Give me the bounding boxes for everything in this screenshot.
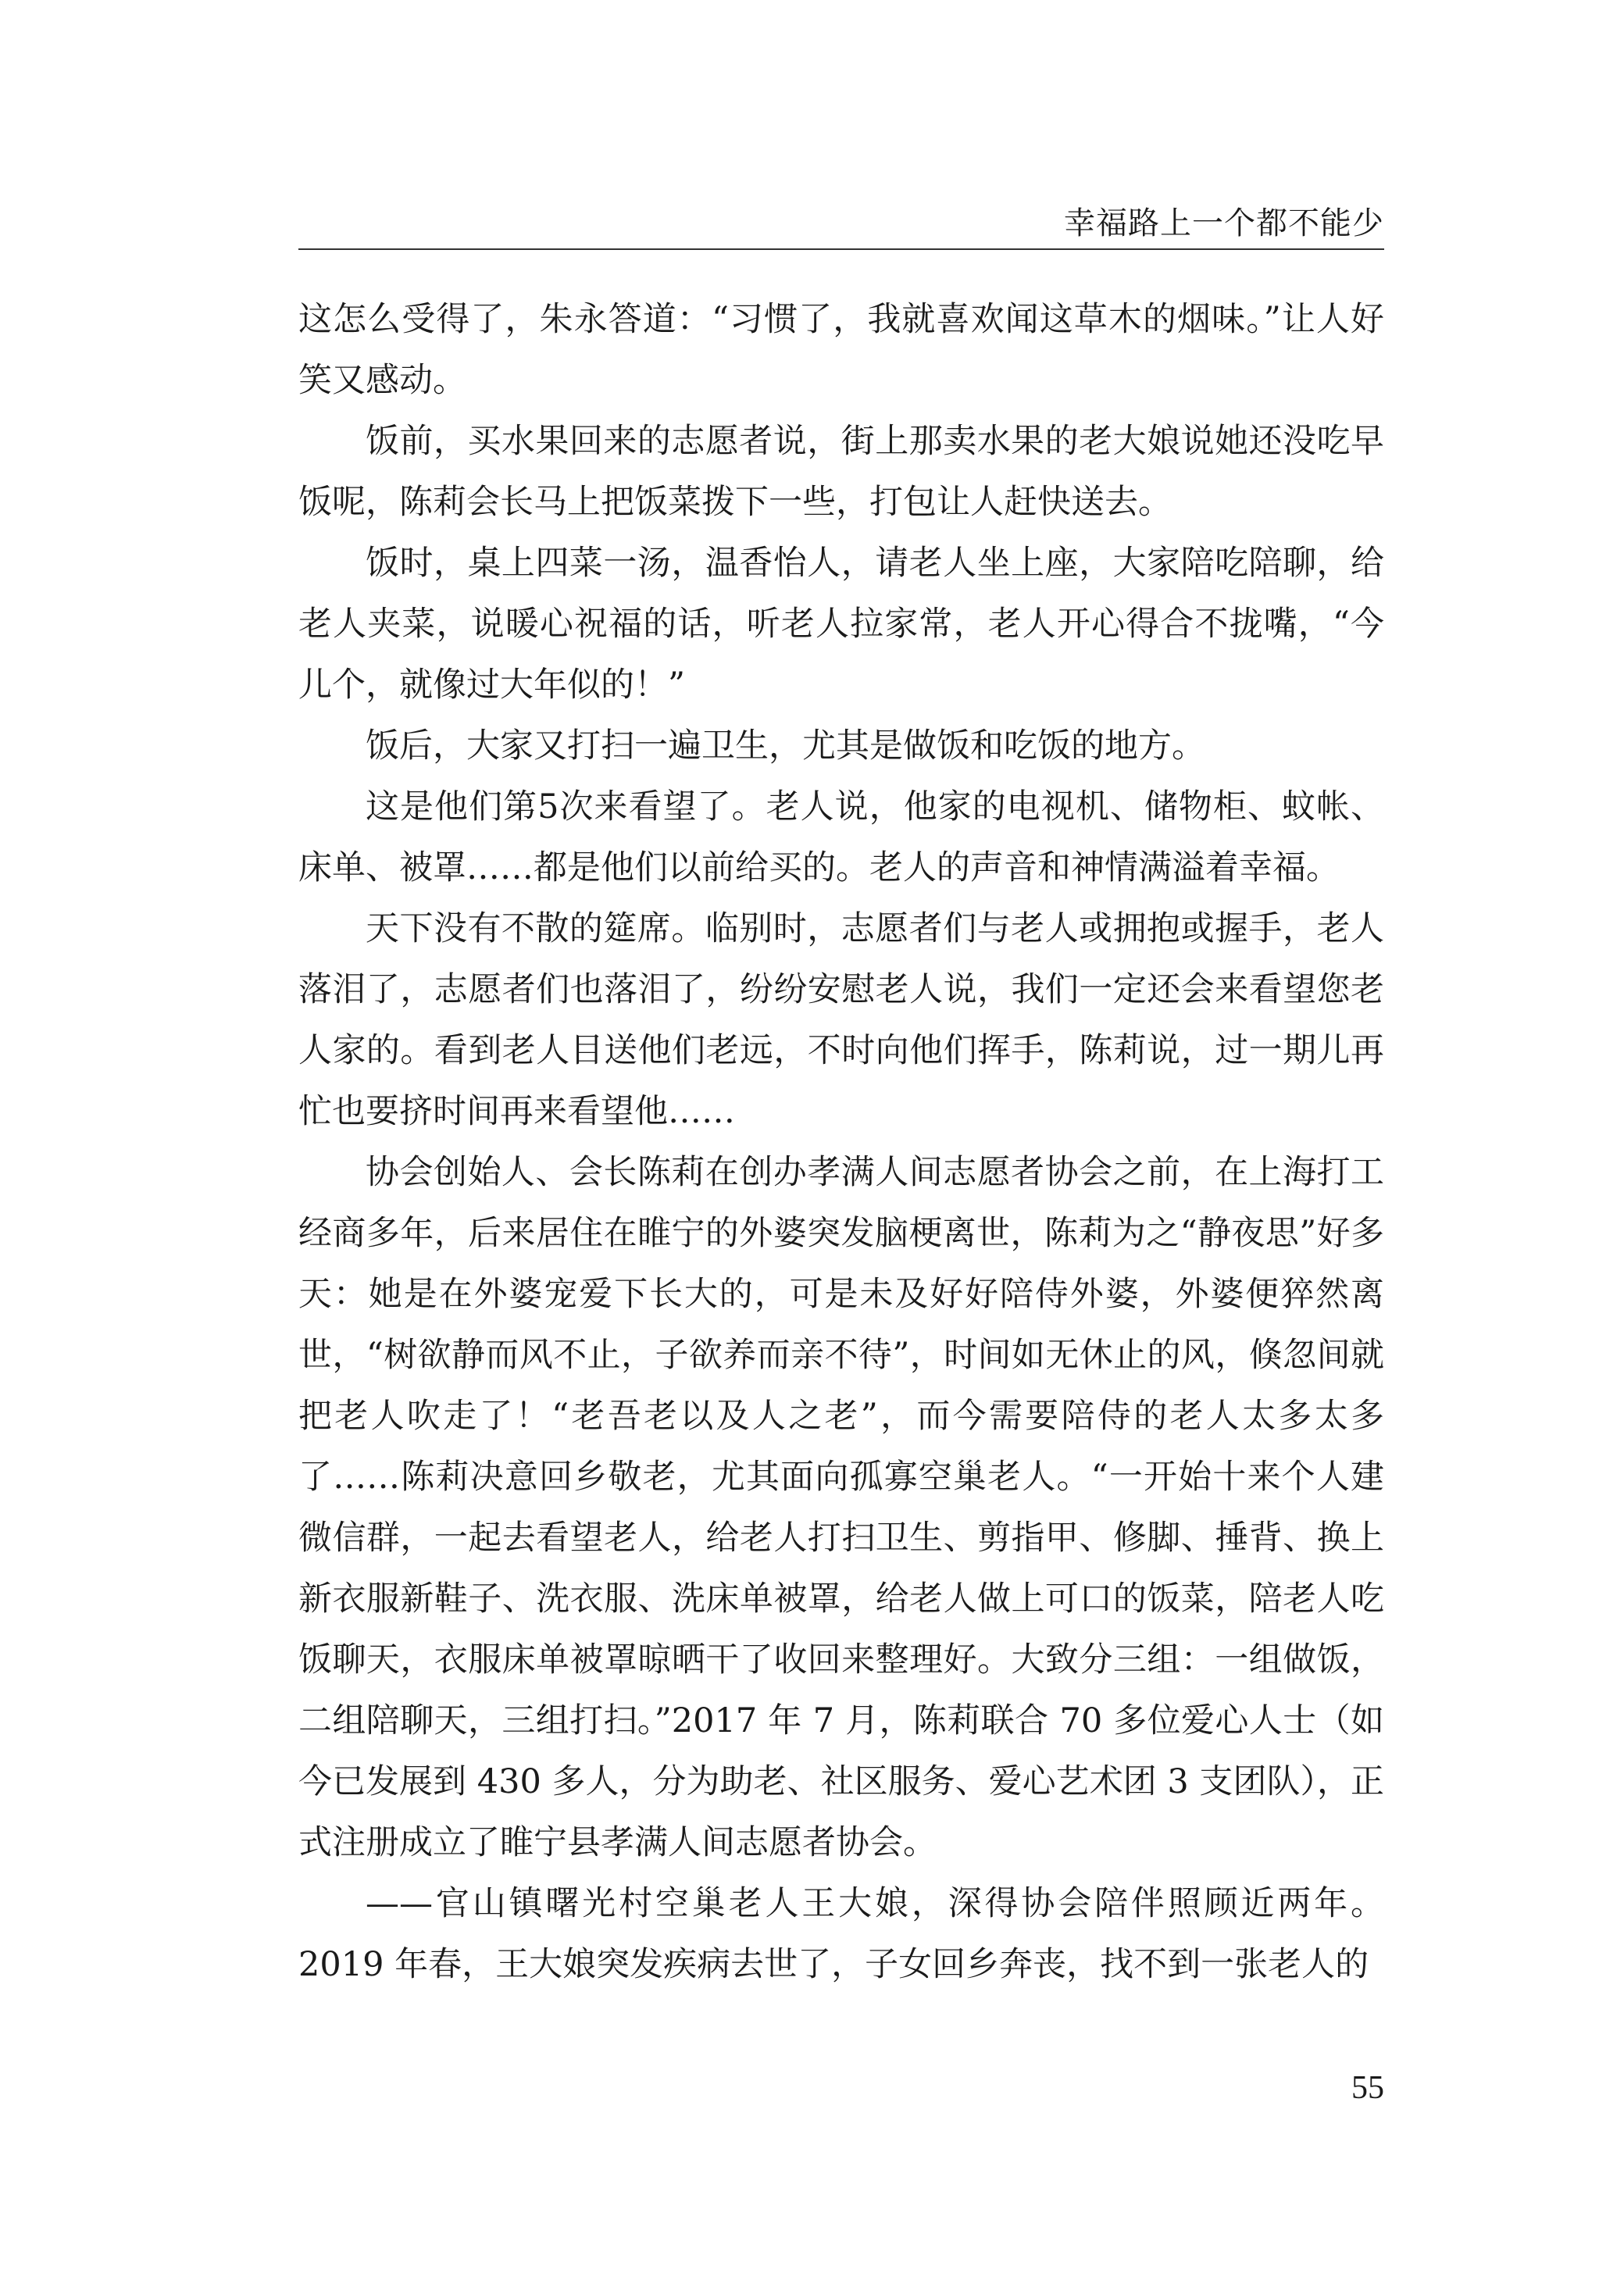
page-number: 55 xyxy=(1351,2070,1384,2106)
paragraph: ——官山镇曙光村空巢老人王大娘，深得协会陪伴照顾近两年。2019 年春，王大娘突发疾病去世了，子女回乡奔丧，找不到一张老人的 xyxy=(298,1884,1384,1984)
paragraph: 饭时，桌上四菜一汤，温香怡人，请老人坐上座，大家陪吃陪聊，给老人夹菜，说暖心祝福的话，听老人拉家常，老人开心得合不拢嘴，“今儿个，就像过大年似的！” xyxy=(298,544,1384,705)
header-rule xyxy=(298,248,1384,250)
paragraph: 天下没有不散的筵席。临别时，志愿者们与老人或拥抱或握手，老人落泪了，志愿者们也落泪了，纷纷安慰老人说，我们一定还会来看望您老人家的。看到老人目送他们老远，不时向他们挥手，陈莉说，过一期儿再忙也要挤时间再来看望他…… xyxy=(298,909,1384,1131)
paragraph: 这是他们第5次来看望了。老人说，他家的电视机、储物柜、蚊帐、床单、被罩……都是他们以前给买的。老人的声音和神情满溢着幸福。 xyxy=(298,787,1384,887)
paragraph: 饭后，大家又打扫一遍卫生，尤其是做饭和吃饭的地方。 xyxy=(366,726,1205,766)
body-text xyxy=(298,289,1384,1995)
paragraph: 饭前，买水果回来的志愿者说，街上那卖水果的老大娘说她还没吃早饭呢，陈莉会长马上把饭菜拨下一些，打包让人赶快送去。 xyxy=(298,422,1384,522)
running-head-title: 幸福路上一个都不能少 xyxy=(1064,205,1384,241)
paragraph: 协会创始人、会长陈莉在创办孝满人间志愿者协会之前，在上海打工经商多年，后来居住在睢宁的外婆突发脑梗离世，陈莉为之“静夜思”好多天：她是在外婆宠爱下长大的，可是未及好好陪侍外婆，外婆便猝然离世，“树欲静而风不止，子欲养而亲不待”，时间如无休止的风，倏忽间就把老人吹走了！“老吾老以及人之老”，而今需要陪侍的老人太多太多了……陈莉决意回乡敬老，尤其面向孤寡空巢老人。“一开始十来个人建微信群，一起去看望老人，给老人打扫卫生、剪指甲、修脚、捶背、换上新衣服新鞋子、洗衣服、洗床单被罩，给老人做上可口的饭菜，陪老人吃饭聊天，衣服床单被罩晾晒干了收回来整理好。大致分三组：一组做饭，二组陪聊天，三组打扫。”2017 年 7 月，陈莉联合 70 多位爱心人士（如今已发展到 430 多人，分为助老、社区服务、爱心艺术团 3 支团队），正式注册成立了睢宁县孝满人间志愿者协会。 xyxy=(298,1153,1384,1862)
paragraph-continued: 这怎么受得了，朱永答道：“习惯了，我就喜欢闻这草木的烟味。”让人好笑又感动。 xyxy=(298,300,1384,400)
